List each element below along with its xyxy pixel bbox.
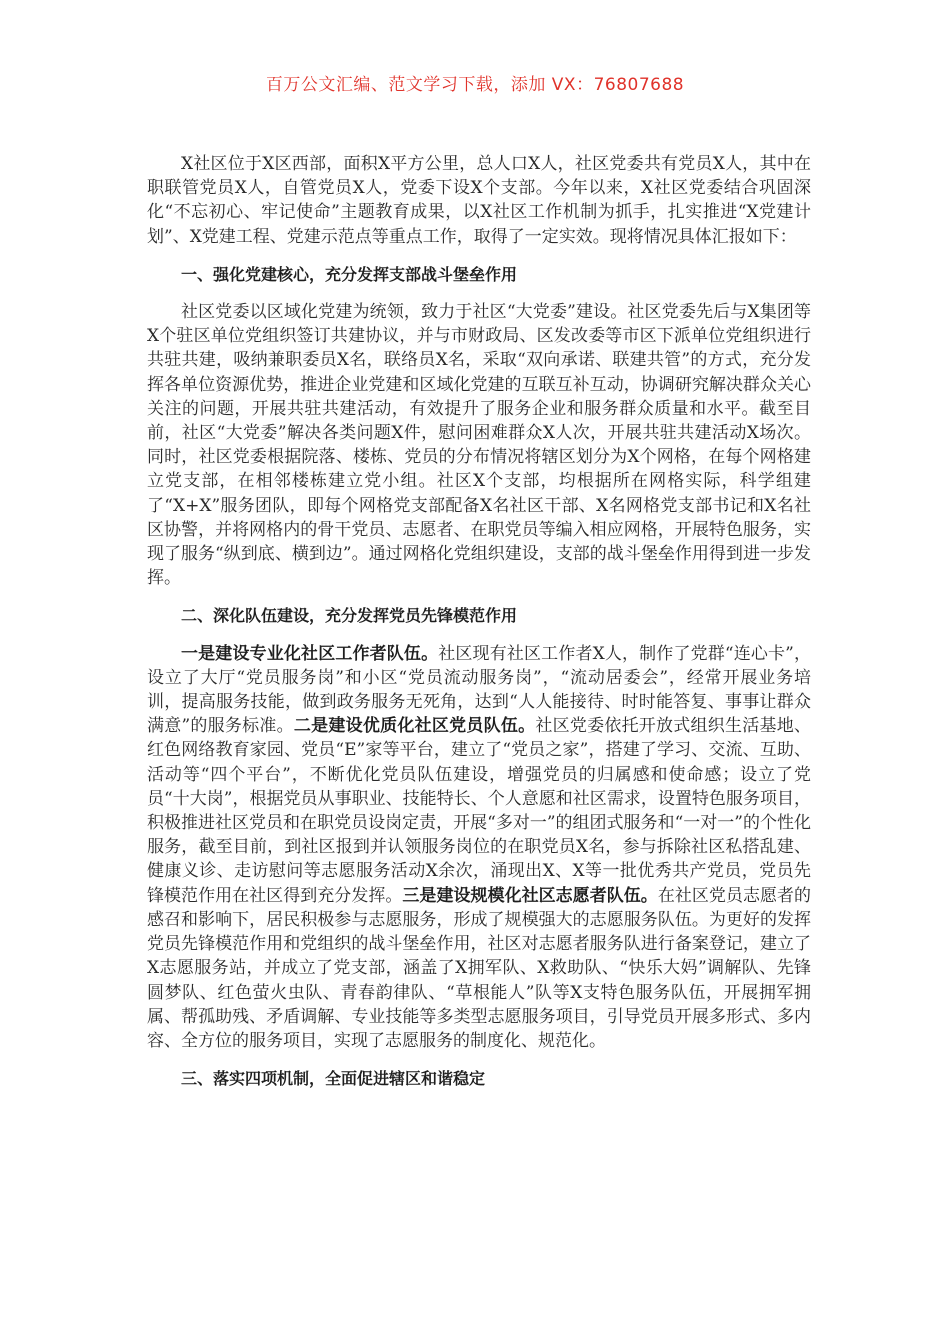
section-2-heading: 二、深化队伍建设，充分发挥党员先锋模范作用	[181, 606, 518, 626]
section-2-paragraph	[147, 642, 811, 1053]
lead-point-1: 一是建设专业化社区工作者队伍。	[181, 643, 439, 664]
document-body	[147, 152, 811, 1104]
point-2-text: 社区党委依托开放式组织生活基地、红色网络教育家园、党员“E”家等平台，建立了“党员之家”，搭建了学习、交流、互助、活动等“四个平台”，不断优化党员队伍建设，增强党员的归属感和使命感；设立了党员“十大岗”，根据党员从事职业、技能特长、个人意愿和社区需求，设置特色服务项目，积极推进社区党员和在职党员设岗定责，开展“多对一”的组团式服务和“一对一”的个性化服务，截至目前，到社区报到并认领服务岗位的在职党员X名，参与拆除社区私搭乱建、健康义诊、走访慰问等志愿服务活动X余次，涌现出X、X等一批优秀共产党员，党员先锋模范作用在社区得到充分发挥。	[147, 716, 812, 906]
intro-paragraph: X社区位于X区西部，面积X平方公里，总人口X人，社区党委共有党员X人，其中在职联管党员X人，自管党员X人，党委下设X个支部。今年以来，X社区党委结合巩固深化“不忘初心、牢记使命”主题教育成果，以X社区工作机制为抓手，扎实推进“X党建计划”、X党建工程、党建示范点等重点工作，取得了一定实效。现将情况具体汇报如下：	[147, 154, 811, 247]
lead-point-2: 二是建设优质化社区党员队伍。	[293, 716, 536, 737]
section-3-heading: 三、落实四项机制，全面促进辖区和谐稳定	[181, 1069, 486, 1089]
lead-point-3: 三是建设规模化社区志愿者队伍。	[402, 885, 658, 906]
watermark-banner: 百万公文汇编、范文学习下载，添加 VX：76807688	[265, 75, 685, 95]
point-3-text: 在社区党员志愿者的感召和影响下，居民积极参与志愿服务，形成了规模强大的志愿服务队伍。为更好的发挥党员先锋模范作用和党组织的战斗堡垒作用，社区对志愿者服务队进行备案登记，建立了X志愿服务站，并成立了党支部，涵盖了X拥军队、X救助队、“快乐大妈”调解队、先锋圆梦队、红色萤火虫队、青春韵律队、“草根能人”队等X支特色服务队伍，开展拥军拥属、帮孤助残、矛盾调解、专业技能等多类型志愿服务项目，引导党员开展多形式、多内容、全方位的服务项目，实现了志愿服务的制度化、规范化。	[147, 885, 812, 1051]
section-1-paragraph: 社区党委以区域化党建为统领，致力于社区“大党委”建设。社区党委先后与X集团等X个驻区单位党组织签订共建协议，并与市财政局、区发改委等市区下派单位党组织进行共驻共建，吸纳兼职委员X名，联络员X名，采取“双向承诺、联建共管”的方式，充分发挥各单位资源优势，推进企业党建和区域化党建的互联互补互动，协调研究解决群众关心关注的问题，开展共驻共建活动，有效提升了服务企业和服务群众质量和水平。截至目前，社区“大党委”解决各类问题X件，慰问困难群众X人次，开展共驻共建活动X场次。同时，社区党委根据院落、楼栋、党员的分布情况将辖区划分为X个网格，在每个网格建立党支部，在相邻楼栋建立党小组。社区X个支部，均根据所在网格实际，科学组建了“X+X”服务团队，即每个网格党支部配备X名社区干部、X名网格党支部书记和X名社区协警，并将网格内的骨干党员、志愿者、在职党员等编入相应网格，开展特色服务，实现了服务“纵到底、横到边”。通过网格化党组织建设，支部的战斗堡垒作用得到进一步发挥。	[147, 302, 811, 589]
point-1-text: 社区现有社区工作者X人，制作了党群“连心卡”，设立了大厅“党员服务岗”和小区“党员流动服务岗”，“流动居委会”，经常开展业务培训，提高服务技能，做到政务服务无死角，达到“人人能接待、时时能答复、事事让群众满意”的服务标准。	[147, 643, 812, 737]
section-1-heading: 一、强化党建核心，充分发挥支部战斗堡垒作用	[181, 264, 518, 284]
